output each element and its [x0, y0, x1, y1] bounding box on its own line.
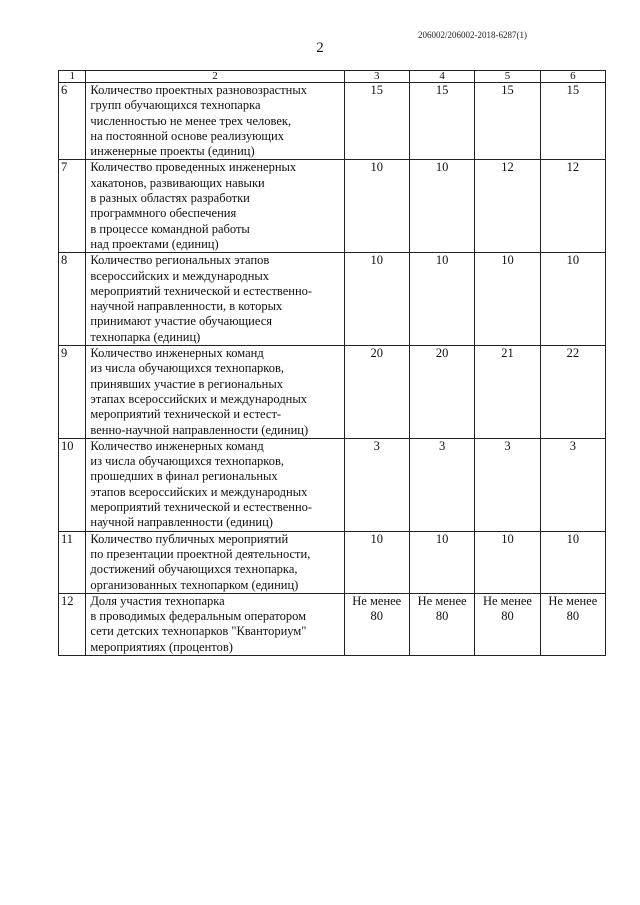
- header-cell-1: 1: [59, 71, 86, 83]
- value-cell-col-4: [409, 593, 474, 655]
- value-cell-col-4: [409, 83, 474, 160]
- row-number: 11: [59, 531, 86, 593]
- indicator-value: 10: [501, 531, 514, 546]
- table-body: [59, 83, 606, 656]
- page-number: 2: [316, 40, 324, 56]
- indicator-value: 3: [569, 438, 576, 453]
- indicator-value: Не менее 80: [417, 593, 467, 623]
- indicator-name: Количество региональных этапов всероссийских и международных мероприятий технической и естественно- научной направленности, в которых принимают участие обучающиеся технопарка (единиц): [90, 253, 313, 344]
- indicator-value: 3: [438, 438, 446, 453]
- document-id: 206002/206002-2018-6287(1): [418, 30, 527, 40]
- table-row: [59, 438, 606, 531]
- indicator-name: Количество инженерных команд из числа обучающихся технопарков, принявших участие в региональных этапах всероссийских и международных мероприятий технической и естест- венно-научной направленности (единиц): [90, 346, 309, 437]
- row-number: 6: [59, 83, 86, 160]
- table-row: [59, 83, 606, 160]
- value-cell-col-3: [344, 593, 409, 655]
- indicator-name: Количество проведенных инженерных хакатонов, развивающих навыки в разных областях разработки программного обеспечения в процессе командной работы над проектами (единиц): [90, 160, 297, 251]
- indicator-value: 10: [501, 253, 514, 268]
- indicator-value: 22: [566, 346, 580, 361]
- value-cell-col-5: [475, 83, 540, 160]
- row-number: 12: [59, 593, 86, 655]
- value-cell-col-4: [409, 346, 474, 439]
- indicator-name: Доля участия технопарка в проводимых федеральным оператором сети детских технопарков "Кванториум" мероприятиях (процентов): [90, 593, 307, 654]
- value-cell-col-6: [540, 346, 605, 439]
- value-cell-col-3: [344, 346, 409, 439]
- indicator-value: 3: [504, 438, 511, 453]
- row-number: 10: [59, 438, 86, 531]
- table-header-row: [59, 71, 606, 83]
- indicator-value: 15: [501, 83, 514, 97]
- indicator-value: 15: [370, 83, 384, 97]
- indicator-value: 12: [501, 160, 514, 175]
- indicator-value: 10: [435, 160, 449, 175]
- value-cell-col-3: [344, 83, 409, 160]
- indicator-name: Количество проектных разновозрастных групп обучающихся технопарка численностью не менее трех человек, на постоянной основе реализующих инженерные проекты (единиц): [90, 83, 308, 159]
- table-row: [59, 160, 606, 253]
- table-row: [59, 531, 606, 593]
- header-cell-6: 6: [540, 71, 605, 83]
- indicator-value: 3: [373, 438, 380, 453]
- indicator-name-cell: [86, 83, 344, 160]
- table-row: [59, 593, 606, 655]
- value-cell-col-5: [475, 160, 540, 253]
- value-cell-col-4: [409, 531, 474, 593]
- indicator-name-cell: [86, 160, 344, 253]
- indicator-value: Не менее 80: [482, 593, 532, 623]
- indicator-name-cell: [86, 593, 344, 655]
- value-cell-col-4: [409, 253, 474, 346]
- indicator-name-cell: [86, 438, 344, 531]
- value-cell-col-4: [409, 438, 474, 531]
- table-row: [59, 346, 606, 439]
- indicator-value: 12: [566, 160, 580, 175]
- indicator-name: Количество публичных мероприятий по презентации проектной деятельности, достижений обучающихся технопарка, организованных технопарком (единиц): [90, 531, 311, 592]
- indicator-value: Не менее 80: [352, 593, 402, 623]
- value-cell-col-3: [344, 438, 409, 531]
- value-cell-col-6: [540, 253, 605, 346]
- indicator-value: 10: [435, 253, 449, 268]
- value-cell-col-6: [540, 593, 605, 655]
- indicator-value: 10: [435, 531, 449, 546]
- indicator-name: Количество инженерных команд из числа обучающихся технопарков, прошедших в финал региональных этапов всероссийских и международных мероприятий технической и естественно- научной направленности (единиц): [90, 438, 313, 530]
- header-cell-3: 3: [344, 71, 409, 83]
- table-row: [59, 253, 606, 346]
- header-cell-4: 4: [409, 71, 474, 83]
- indicator-value: 20: [370, 346, 384, 361]
- row-number: 7: [59, 160, 86, 253]
- value-cell-col-5: [475, 531, 540, 593]
- indicator-value: Не менее 80: [548, 593, 598, 623]
- indicator-value: 21: [501, 346, 514, 361]
- indicator-value: 10: [370, 253, 384, 268]
- indicator-value: 10: [370, 160, 384, 175]
- row-number: 8: [59, 253, 86, 346]
- indicator-value: 20: [435, 346, 449, 361]
- indicator-value: 10: [566, 531, 580, 546]
- indicator-name-cell: [86, 531, 344, 593]
- value-cell-col-3: [344, 531, 409, 593]
- value-cell-col-4: [409, 160, 474, 253]
- indicator-value: 15: [566, 83, 580, 97]
- value-cell-col-6: [540, 160, 605, 253]
- indicator-name-cell: [86, 346, 344, 439]
- indicator-value: 10: [370, 531, 384, 546]
- header-cell-2: 2: [86, 71, 344, 83]
- header-cell-5: 5: [475, 71, 540, 83]
- value-cell-col-5: [475, 438, 540, 531]
- value-cell-col-3: [344, 253, 409, 346]
- value-cell-col-3: [344, 160, 409, 253]
- row-number: 9: [59, 346, 86, 439]
- indicators-table: [58, 70, 606, 656]
- value-cell-col-5: [475, 253, 540, 346]
- value-cell-col-5: [475, 593, 540, 655]
- indicator-value: 10: [566, 253, 580, 268]
- value-cell-col-6: [540, 438, 605, 531]
- indicator-name-cell: [86, 253, 344, 346]
- value-cell-col-5: [475, 346, 540, 439]
- indicator-value: 15: [435, 83, 449, 97]
- value-cell-col-6: [540, 83, 605, 160]
- value-cell-col-6: [540, 531, 605, 593]
